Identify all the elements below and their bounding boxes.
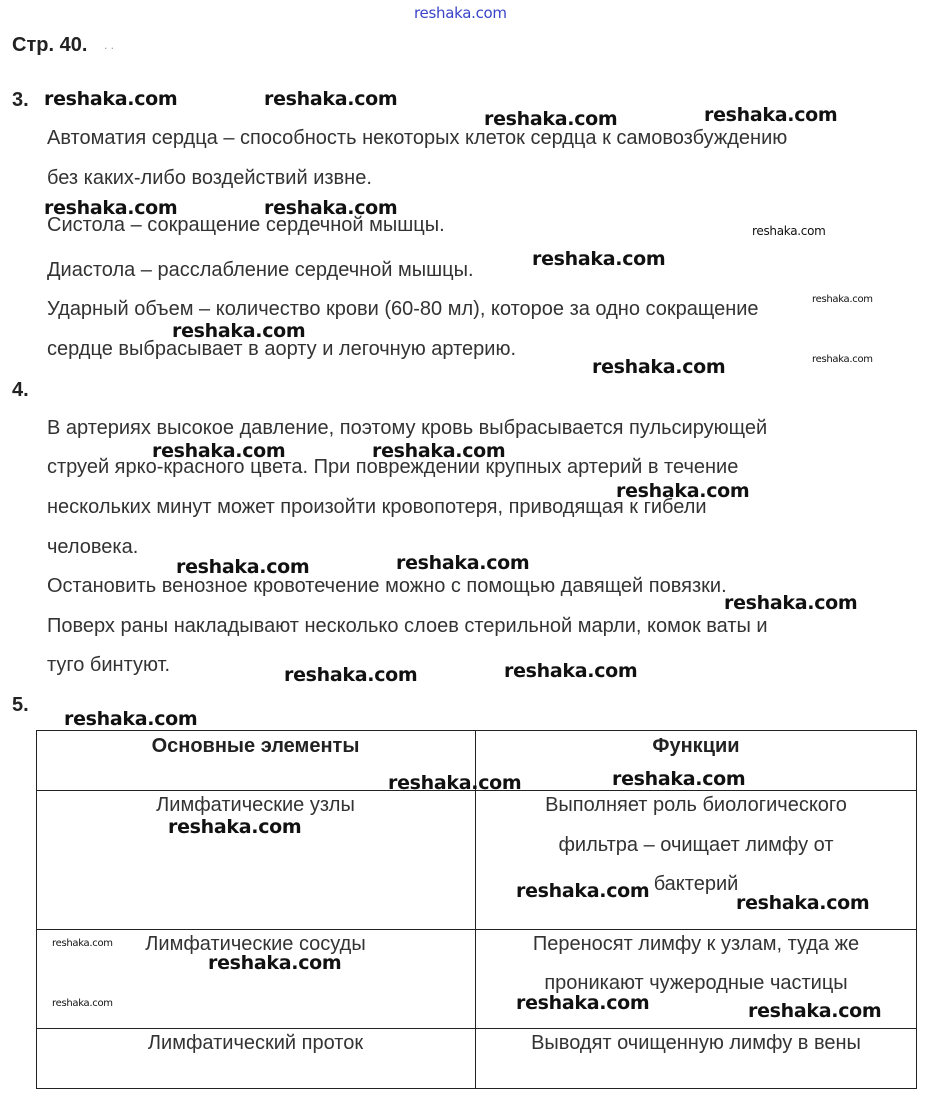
watermark: reshaka.com [592,356,726,378]
watermark: reshaka.com [414,4,507,22]
watermark: reshaka.com [264,88,398,110]
text-line: сердце выбрасывает в аорту и легочную артерию. [47,338,516,360]
table-header: Основные элементы [151,735,360,757]
table-cell: Выполняет роль биологического [545,794,847,816]
text-line: без каких-либо воздействий извне. [47,167,372,189]
watermark: reshaka.com [612,768,746,790]
watermark: reshaka.com [52,938,113,949]
watermark: reshaka.com [64,708,198,730]
text-line: Систола – сокращение сердечной мышцы. [47,214,445,236]
table-header: Функции [652,735,740,757]
text-line: струей ярко-красного цвета. При повреждении крупных артерий в течение [47,456,739,478]
table-cell: Лимфатические сосуды [145,933,366,955]
watermark: reshaka.com [748,1000,882,1022]
watermark: reshaka.com [616,480,750,502]
text-line: Автоматия сердца – способность некоторых клеток сердца к самовозбуждению [47,127,788,149]
text-line: Поверх раны накладывают несколько слоев стерильной марли, комок ваты и [47,615,768,637]
watermark: reshaka.com [516,880,650,902]
table-cell: Лимфатический проток [147,1032,364,1054]
table-cell: Лимфатические узлы [156,794,355,816]
watermark: reshaka.com [44,197,178,219]
watermark: reshaka.com [396,552,530,574]
watermark: reshaka.com [388,772,522,794]
text-line: Остановить венозное кровотечение можно с помощью давящей повязки. [47,575,727,597]
watermark: reshaka.com [516,992,650,1014]
watermark: reshaka.com [484,108,618,130]
table-cell: бактерий [653,873,739,895]
watermark: reshaka.com [736,892,870,914]
page-dots: . . [104,38,115,52]
watermark: reshaka.com [752,224,826,238]
watermark: reshaka.com [812,354,873,365]
text-line: человека. [47,536,139,558]
table-cell: проникают чужеродные частицы [544,972,848,994]
section-number: 4. [12,379,29,401]
watermark: reshaka.com [284,664,418,686]
text-line: туго бинтуют. [47,654,171,676]
section-number: 5. [12,694,29,716]
text-line: Ударный объем – количество крови (60-80 мл), которое за одно сокращение [47,298,759,320]
watermark: reshaka.com [152,440,286,462]
section-number: 3. [12,89,29,111]
table-cell: Переносят лимфу к узлам, туда же [532,933,860,955]
watermark: reshaka.com [812,294,873,305]
watermark: reshaka.com [52,998,113,1009]
watermark: reshaka.com [172,320,306,342]
watermark: reshaka.com [724,592,858,614]
text-line: Диастола – расслабление сердечной мышцы. [47,259,474,281]
watermark: reshaka.com [372,440,506,462]
watermark: reshaka.com [532,248,666,270]
table-cell: Выводят очищенную лимфу в вены [531,1032,861,1054]
table-divider [36,1028,916,1029]
watermark: reshaka.com [168,816,302,838]
watermark: reshaka.com [44,88,178,110]
table-divider [36,929,916,930]
page-title: Стр. 40. [12,34,88,56]
text-line: нескольких минут может произойти кровопотеря, приводящая к гибели [47,496,707,518]
text-line: В артериях высокое давление, поэтому кровь выбрасывается пульсирующей [47,417,768,439]
table-cell: фильтра – очищает лимфу от [558,834,834,856]
watermark: reshaka.com [208,952,342,974]
watermark: reshaka.com [704,104,838,126]
watermark: reshaka.com [264,197,398,219]
watermark: reshaka.com [504,660,638,682]
watermark: reshaka.com [176,556,310,578]
